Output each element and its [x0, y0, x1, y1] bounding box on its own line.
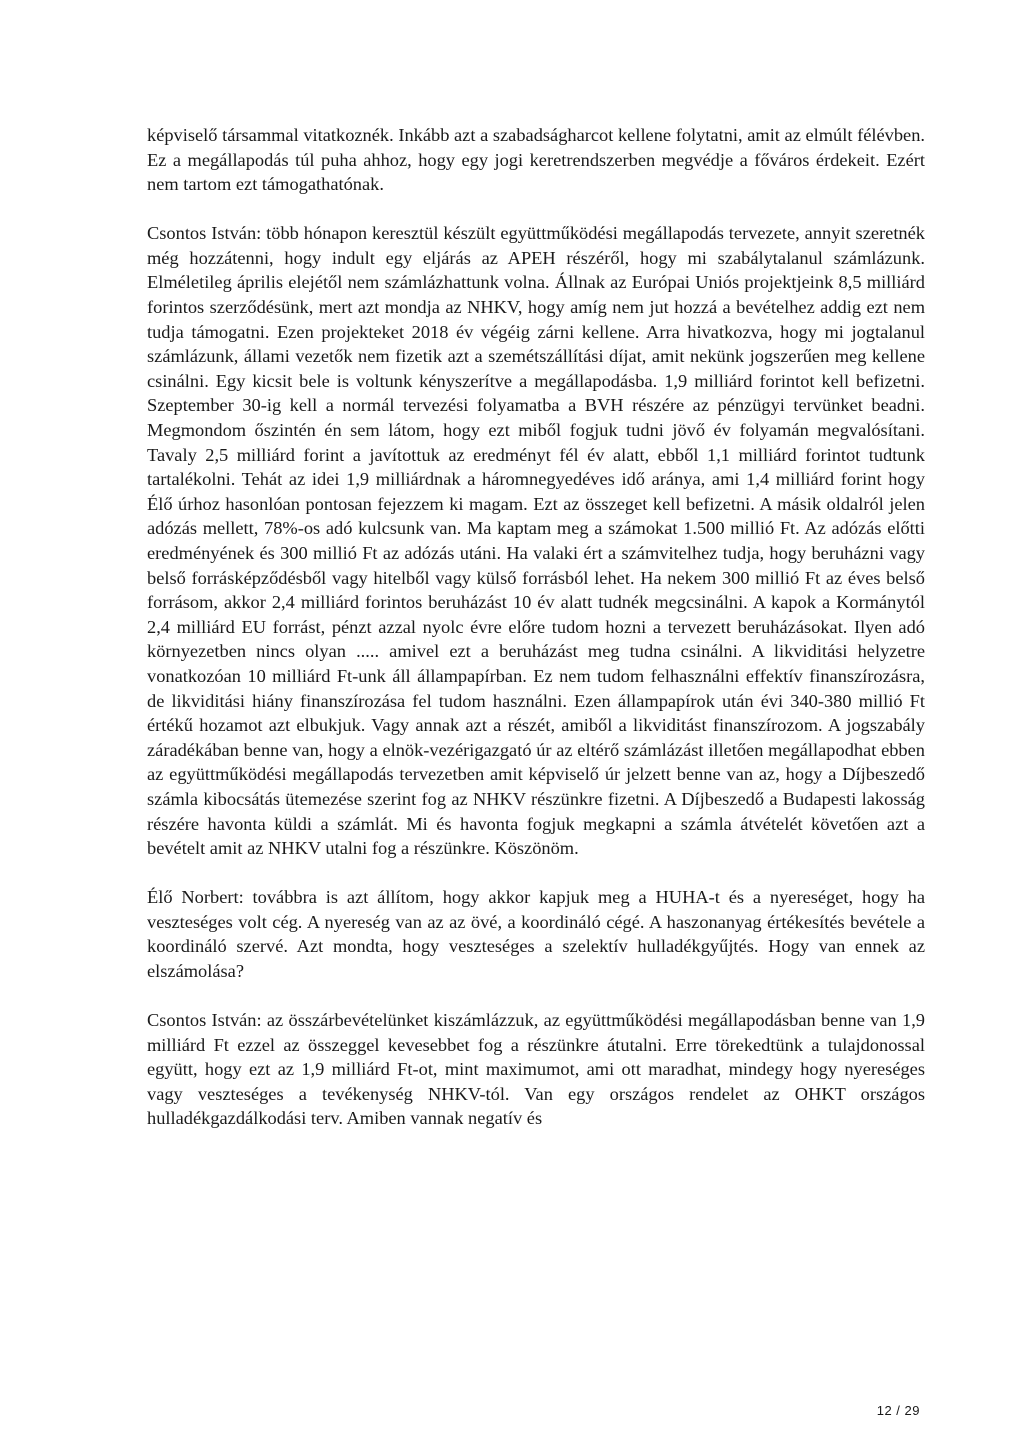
paragraph-elo: Élő Norbert: továbbra is azt állítom, hogy akkor kapjuk meg a HUHA-t és a nyereséget, hogy ha veszteséges volt cég. A nyereség van az az övé, a koordináló cégé. A haszonanyag értékesítés bevétele a koordináló szervé. Azt mondta, hogy veszteséges a szelektív hulladékgyűjtés. Hogy van ennek az elszámolása? [147, 887, 925, 981]
page-number: 12 / 29 [876, 1403, 920, 1418]
paragraph-csontos-1: Csontos István: több hónapon keresztül készült együttműködési megállapodás tervezete, annyit szeretnék még hozzátenni, hogy indult egy eljárás az APEH részéről, hogy mi szabálytalanul számlázunk. Elméletileg április elejétől nem számlázhattunk volna. Állnak az Európai Uniós projektjeink 8,5 milliárd forintos szerződésünk, mert azt mondja az NHKV, hogy amíg nem jut hozzá a bevételhez addig ezt nem tudja támogatni. Ezen projekteket 2018 év végéig zárni kellene. Arra hivatkozva, hogy mi jogtalanul számlázunk, állami vezetők nem fizetik azt a szemétszállítási díjat, amit nekünk jogszerűen meg kellene csinálni. Egy kicsit bele is voltunk kényszerítve a megállapodásba. 1,9 milliárd forintot kell befizetni. Szeptember 30-ig kell a normál tervezési folyamatba a BVH részére az pénzügyi tervünket beadni. Megmondom őszintén én sem látom, hogy ezt miből fogjuk tudni jövő év folyamán megvalósítani. Tavaly 2,5 milliárd forint a javítottuk az eredményt fél év alatt, ebből 1,1 milliárd forintot tudtunk tartalékolni. Tehát az idei 1,9 milliárdnak a háromnegyedéves idő aránya, ami 1,4 milliárd forint hogy Élő úrhoz hasonlóan pontosan fejezzem ki magam. Ezt az összeget kell befizetni. A másik oldalról jelen adózás mellett, 78%-os adó kulcsunk van. Ma kaptam meg a számokat 1.500 millió Ft. Az adózás előtti eredményének és 300 millió Ft az adózás utáni. Ha valaki ért a számvitelhez tudja, hogy beruházni vagy belső forrásképződésből vagy hitelből vagy külső forrásból lehet. Ha nekem 300 millió Ft az éves belső forrásom, akkor 2,4 milliárd forintos beruházást 10 év alatt tudnék megcsinálni. A kapok a Kormánytól 2,4 milliárd EU forrást, pénzt azzal nyolc évre előre tudom hozni a tervezett beruházásokat. Ilyen adó környezetben nincs olyan ..... amivel ezt a beruházást meg tudna csinálni. A likviditási helyzetre vonatkozóan 10 milliárd Ft-unk áll állampapírban. Ez nem tudom felhasználni effektív finanszírozásra, de likviditási hiány finanszírozása fel tudom használni. Ezen állampapírok után évi 340-380 millió Ft értékű hozamot azt elbukjuk. Vagy annak azt a részét, amiből a likviditást finanszírozom. A jogszabály záradékában benne van, hogy a elnök-vezérigazgató úr az eltérő számlázást illetően megállapodhat ebben az együttműködési megállapodás tervezetben amit képviselő úr jelzett benne van az, hogy a Díjbeszedő számla kibocsátás ütemezése szerint fog az NHKV részünkre fizetni. A Díjbeszedő a Budapesti lakosság részére havonta küldi a számlát. Mi és havonta fogjuk megkapni a számla átvételét követően azt a bevételt amit az NHKV utalni fog a részünkre. Köszönöm. [147, 223, 925, 859]
document-page [147, 123, 925, 1156]
paragraph-csontos-2: Csontos István: az összárbevételünket kiszámlázzuk, az együttműködési megállapodásban benne van 1,9 milliárd Ft ezzel az összeggel kevesebbet fog a részünkre átutalni. Erre törekedtünk a tulajdonossal együtt, hogy ezt az 1,9 milliárd Ft-ot, mint maximumot, ami ott maradhat, mindegy hogy nyereséges vagy veszteséges a tevékenység NHKV-tól. Van egy országos rendelet az OHKT országos hulladékgazdálkodási terv. Amiben vannak negatív és [147, 1010, 925, 1129]
paragraph-intro: képviselő társammal vitatkoznék. Inkább azt a szabadságharcot kellene folytatni, amit az elmúlt félévben. Ez a megállapodás túl puha ahhoz, hogy egy jogi keretrendszerben megvédje a főváros érdekeit. Ezért nem tartom ezt támogathatónak. [147, 125, 925, 195]
